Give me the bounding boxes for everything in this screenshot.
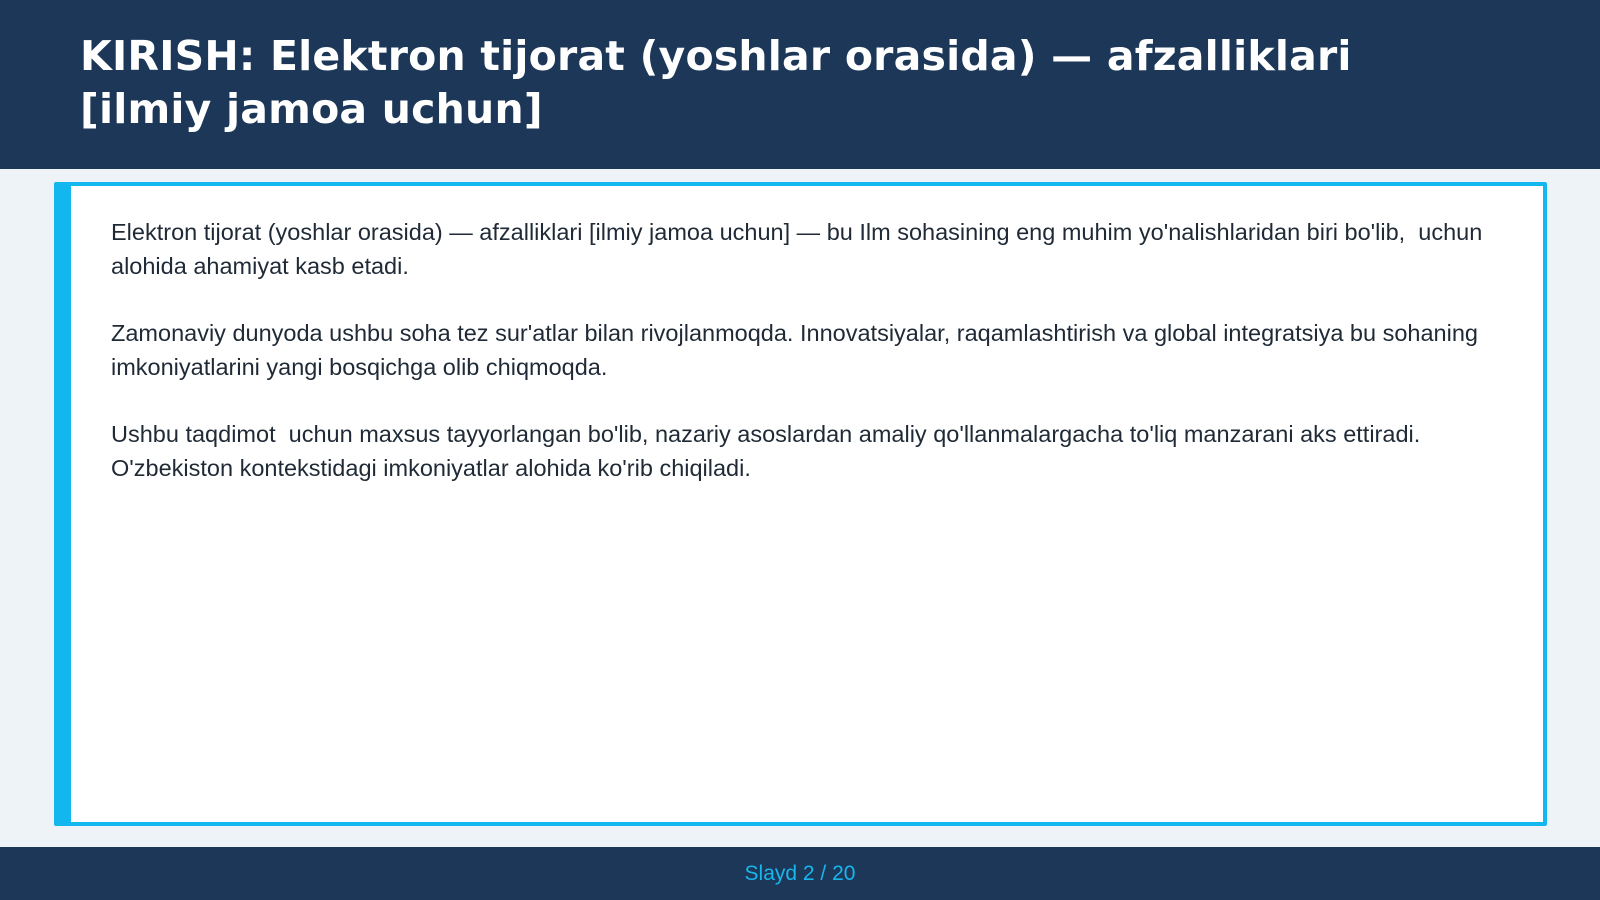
- paragraph-presentation-scope: Ushbu taqdimot uchun maxsus tayyorlangan bo'lib, nazariy asoslardan amaliy qo'llanmalargacha to'liq manzarani aks ettiradi. O'zbekiston kontekstidagi imkoniyatlar alohida ko'rib chiqiladi.: [111, 421, 1427, 481]
- content-card: [54, 182, 1547, 826]
- paragraph-modern-world: Zamonaviy dunyoda ushbu soha tez sur'atlar bilan rivojlanmoqda. Innovatsiyalar, raqamlashtirish va global integratsiya bu sohaning imkoniyatlarini yangi bosqichga olib chiqmoqda.: [111, 320, 1485, 380]
- paragraph-intro: Elektron tijorat (yoshlar orasida) — afzalliklari [ilmiy jamoa uchun] — bu Ilm sohasining eng muhim yo'nalishlaridan biri bo'lib, uchun alohida ahamiyat kasb etadi.: [111, 219, 1489, 279]
- slide-title: KIRISH: Elektron tijorat (yoshlar orasida) — afzalliklari [ilmiy jamoa uchun]: [80, 32, 1352, 133]
- slide-footer: [0, 847, 1600, 900]
- slide-counter: Slayd 2 / 20: [744, 861, 856, 885]
- slide-header: [0, 0, 1600, 169]
